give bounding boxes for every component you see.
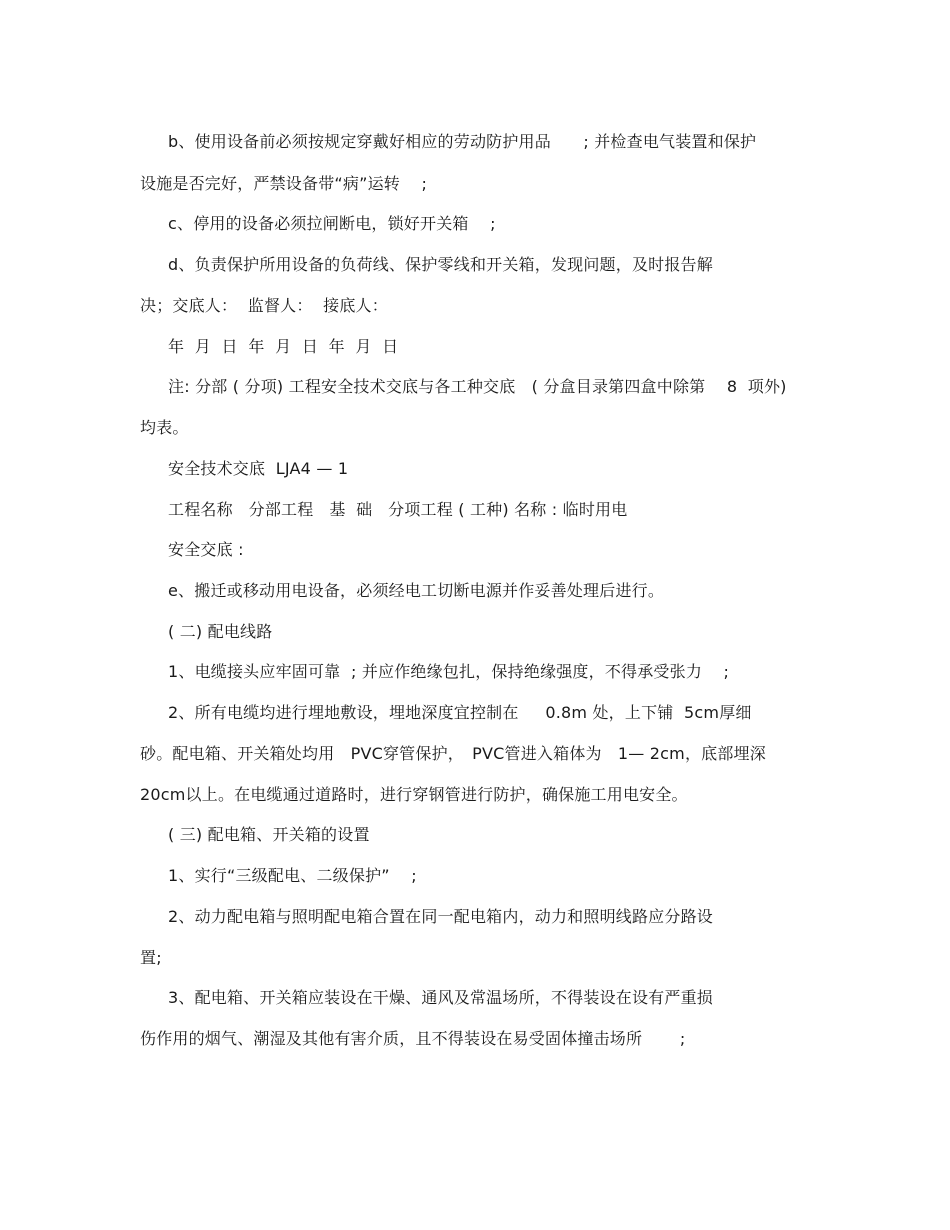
- text-line: 置;: [140, 948, 162, 967]
- text-line: ( 二) 配电线路: [168, 622, 273, 641]
- text-line: 工程名称 分部工程 基 础 分项工程 ( 工种) 名称 : 临时用电: [168, 500, 628, 519]
- text-line: b、使用设备前必须按规定穿戴好相应的劳动防护用品 ; 并检查电气装置和保护: [168, 132, 757, 151]
- text-line: 3、配电箱、开关箱应装设在干燥、通风及常温场所，不得装设在设有严重损: [168, 988, 713, 1007]
- text-line: 1、实行“三级配电、二级保护” ;: [168, 866, 417, 885]
- text-line: e、搬迁或移动用电设备，必须经电工切断电源并作妥善处理后进行。: [168, 581, 665, 600]
- text-line: d、负责保护所用设备的负荷线、保护零线和开关箱，发现问题，及时报告解: [168, 255, 713, 274]
- text-line: 安全交底 :: [168, 540, 244, 559]
- text-line: 年 月 日 年 月 日 年 月 日: [168, 337, 399, 356]
- text-line: 决；交底人： 监督人： 接底人：: [140, 296, 388, 315]
- text-line: 伤作用的烟气、潮湿及其他有害介质，且不得装设在易受固体撞击场所 ;: [140, 1029, 686, 1048]
- text-line: 注: 分部 ( 分项) 工程安全技术交底与各工种交底 ( 分盒目录第四盒中除第 8 项外): [168, 377, 787, 396]
- text-line: 1、电缆接头应牢固可靠 ; 并应作绝缘包扎，保持绝缘强度，不得承受张力 ;: [168, 662, 730, 681]
- text-line: 设施是否完好，严禁设备带“病”运转 ;: [140, 174, 428, 193]
- text-line: c、停用的设备必须拉闸断电，锁好开关箱 ;: [168, 214, 496, 233]
- text-line: 安全技术交底 LJA4 — 1: [168, 459, 349, 478]
- text-line: 20cm以上。在电缆通过道路时，进行穿钢管进行防护，确保施工用电安全。: [140, 785, 688, 804]
- text-line: 均表。: [140, 418, 189, 437]
- text-line: 砂。配电箱、开关箱处均用 PVC穿管保护， PVC管进入箱体为 1— 2cm，底部埋深: [140, 744, 766, 763]
- text-line: 2、所有电缆均进行埋地敷设，埋地深度宜控制在 0.8m 处，上下铺 5cm厚细: [168, 703, 752, 722]
- text-line: 2、动力配电箱与照明配电箱合置在同一配电箱内，动力和照明线路应分路设: [168, 907, 713, 926]
- text-line: ( 三) 配电箱、开关箱的设置: [168, 825, 370, 844]
